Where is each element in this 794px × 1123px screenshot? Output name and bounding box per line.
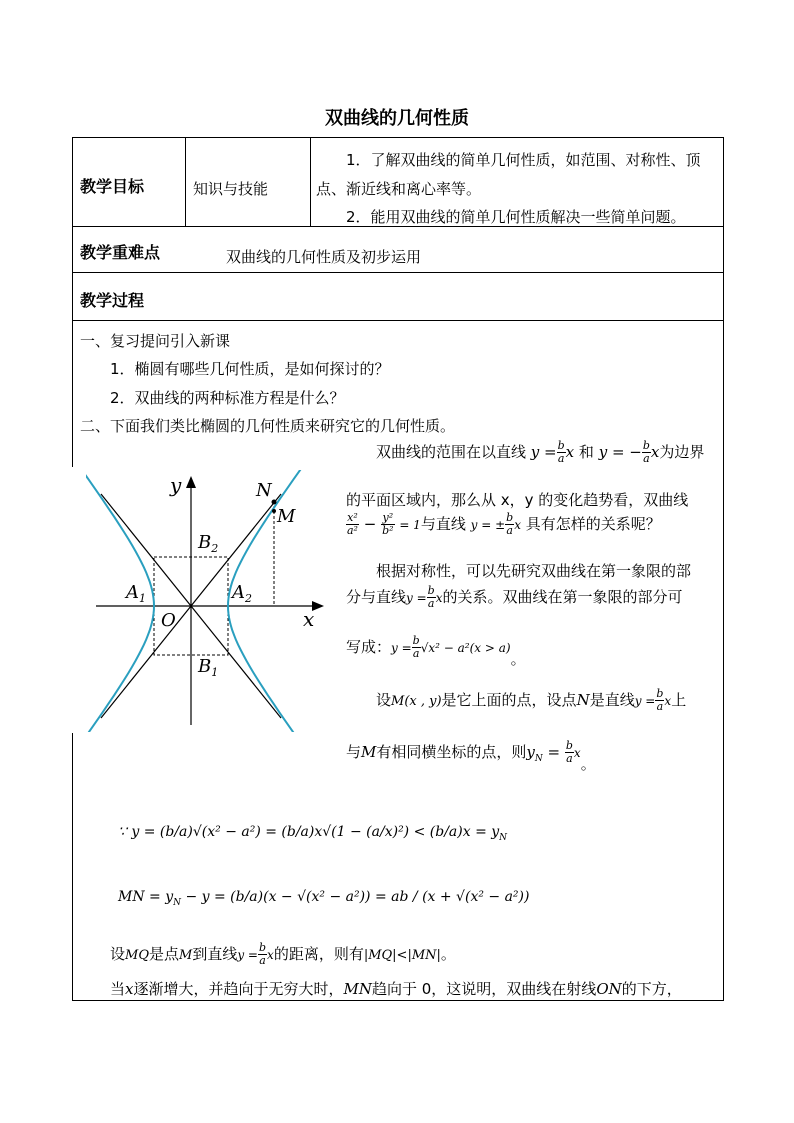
- row-divider-3: [72, 320, 724, 321]
- y-axis-label: y: [170, 473, 182, 497]
- page-title: 双曲线的几何性质: [325, 108, 469, 129]
- point-m: [272, 509, 276, 513]
- mn-equation: MN = $y_N - y = (b/a)(x - √(x^2 - a^2))$ = ab / (x + √(x² − a²)): [118, 889, 530, 908]
- col-divider-2: [310, 137, 311, 226]
- a1-label: $A_1$: [126, 582, 146, 605]
- question-2: 2．双曲线的两种标准方程是什么？: [110, 389, 345, 407]
- row-divider-2: [72, 272, 724, 273]
- x-axis-label: x: [303, 607, 315, 631]
- teaching-goal-header: 教学目标: [80, 177, 145, 196]
- table-border-right: [723, 137, 724, 1000]
- first-quadrant-formula: 写成：y = $\frac{b}{a}$ √x² − a²(x > a)。: [346, 634, 526, 668]
- point-m-text: 设M(x , y)是它上面的点，设点N是直线y = $\frac{b}{a}$ x上: [376, 687, 687, 713]
- table-border-left-lower: [72, 733, 73, 1000]
- b1-label: $B_1$: [198, 656, 219, 679]
- y-axis-arrow: [186, 476, 196, 488]
- section-2-heading: 二、下面我们类比椭圆的几何性质来研究它的几何性质。: [80, 417, 456, 435]
- col-divider-1: [185, 137, 186, 226]
- origin-label: O: [161, 610, 176, 631]
- key-points-header: 教学重难点: [80, 243, 161, 262]
- hyperbola-figure: [86, 470, 336, 732]
- section-1-heading: 一、复习提问引入新课: [80, 332, 231, 350]
- distance-text: 设MQ是点M到直线y = $\frac{b}{a}$ x的距离，则有|MQ|<|MN|。: [110, 941, 456, 967]
- inequality-equation: ∵ $y = (b/a)√(x^2 - a^2) = (b/a)x√(1 - (a/x)^2) < (b/a)x = y_N$: [118, 824, 508, 843]
- range-text-line-3: $\frac{\text{x²}}{\text{a²}}$ − $\frac{\text{y²}}{\text{b²}}$ = 1与直线 y = ± $\frac{b}{a}$ x 具有怎样的关系呢？: [347, 511, 661, 537]
- symmetry-text-line-1: 根据对称性，可以先研究双曲线在第一象限的部: [376, 562, 692, 580]
- a2-label: $A_2$: [232, 582, 252, 605]
- range-text-line-2: 的平面区域内，那么从 x，y 的变化趋势看，双曲线: [346, 491, 689, 509]
- process-header: 教学过程: [80, 291, 145, 310]
- conclusion-text: 当x逐渐增大，并趋向于无穷大时，MN趋向于 0，这说明，双曲线在射线ON的下方，: [110, 980, 682, 998]
- knowledge-skill-label: 知识与技能: [193, 180, 269, 198]
- symmetry-text-line-2: 分与直线y = $\frac{b}{a}$ x的关系。双曲线在第一象限的部分可: [346, 584, 683, 610]
- goal-2: 2．能用双曲线的简单几何性质解决一些简单问题。: [346, 208, 686, 226]
- range-text-line-1: 双曲线的范围在以直线 y = $\frac{b}{a}$ x 和 y = − $\frac{b}{a}$ x为边界: [376, 439, 705, 465]
- goal-1-line-b: 点、渐近线和离心率等。: [316, 180, 482, 198]
- m-label: M: [277, 506, 296, 527]
- point-n-text: 与M有相同横坐标的点，则$y_N$ = $\frac{b}{a}$ x。: [346, 739, 596, 773]
- b2-label: $B_2$: [198, 532, 219, 555]
- question-1: 1．椭圆有哪些几何性质，是如何探讨的？: [110, 360, 390, 378]
- table-border-top: [72, 137, 724, 138]
- point-n: [272, 500, 277, 505]
- key-points-content: 双曲线的几何性质及初步运用: [226, 248, 422, 266]
- goal-1-line-a: 1．了解双曲线的简单几何性质，如范围、对称性、顶: [346, 151, 701, 169]
- table-border-bottom: [72, 1000, 724, 1001]
- table-border-left: [72, 137, 73, 467]
- n-label: N: [256, 480, 272, 501]
